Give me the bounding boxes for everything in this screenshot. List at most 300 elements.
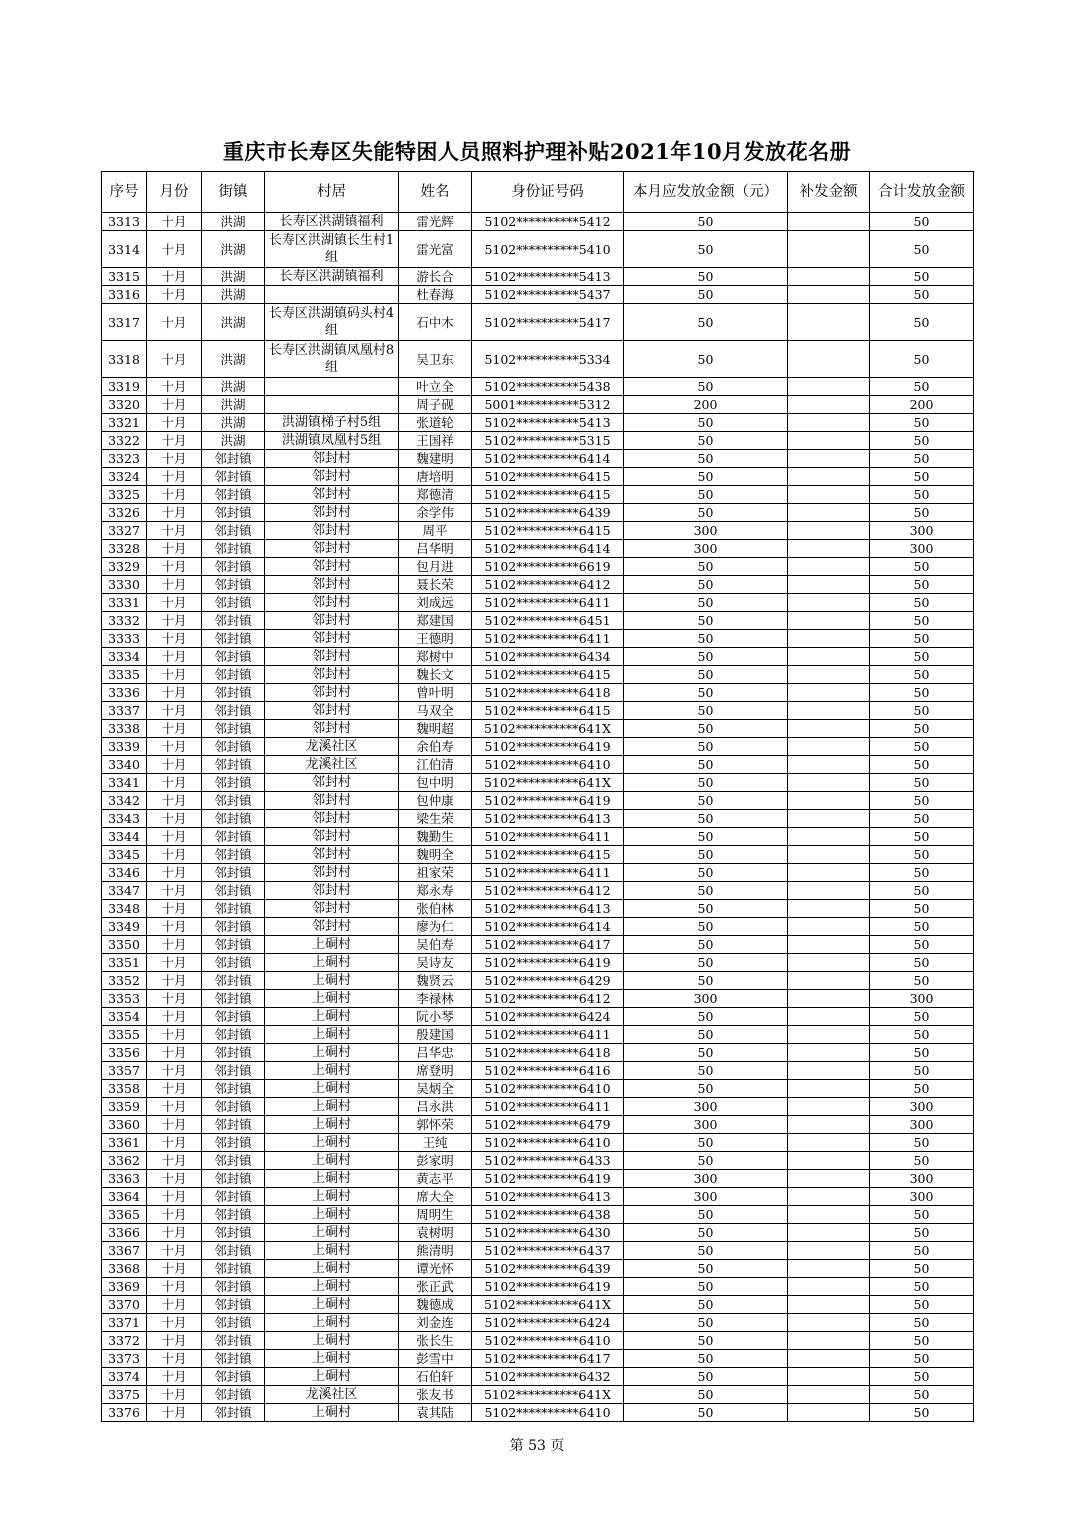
cell-index: 3363 [102, 1170, 147, 1188]
cell-town: 邻封镇 [202, 1026, 265, 1044]
cell-id-number: 5102**********6424 [472, 1008, 624, 1026]
cell-village: 邻封村 [265, 864, 399, 882]
cell-monthly-amount: 50 [624, 882, 788, 900]
cell-month: 十月 [147, 231, 202, 268]
cell-village: 上硐村 [265, 1332, 399, 1350]
table-row [102, 1260, 974, 1278]
cell-reissue-amount [788, 756, 870, 774]
cell-total-amount: 50 [870, 1260, 974, 1278]
table-row [102, 231, 974, 268]
cell-monthly-amount: 50 [624, 738, 788, 756]
cell-name: 魏勤生 [399, 828, 472, 846]
cell-id-number: 5001**********5312 [472, 396, 624, 414]
cell-index: 3319 [102, 378, 147, 396]
cell-index: 3360 [102, 1116, 147, 1134]
cell-month: 十月 [147, 1134, 202, 1152]
cell-village [265, 378, 399, 396]
cell-monthly-amount: 50 [624, 268, 788, 286]
table-row [102, 304, 974, 341]
cell-village: 洪湖镇凤凰村5组 [265, 432, 399, 450]
cell-reissue-amount [788, 378, 870, 396]
cell-name: 袁树明 [399, 1224, 472, 1242]
cell-name: 聂长荣 [399, 576, 472, 594]
cell-village: 上硐村 [265, 1188, 399, 1206]
cell-town: 邻封镇 [202, 648, 265, 666]
cell-index: 3328 [102, 540, 147, 558]
table-row [102, 286, 974, 304]
cell-reissue-amount [788, 414, 870, 432]
cell-village: 上硐村 [265, 1134, 399, 1152]
cell-name: 席登明 [399, 1062, 472, 1080]
cell-month: 十月 [147, 1368, 202, 1386]
cell-index: 3334 [102, 648, 147, 666]
cell-total-amount: 50 [870, 432, 974, 450]
cell-month: 十月 [147, 684, 202, 702]
header-cell-total-amount: 合计发放金额 [870, 172, 974, 213]
cell-name: 席大全 [399, 1188, 472, 1206]
cell-month: 十月 [147, 810, 202, 828]
cell-month: 十月 [147, 432, 202, 450]
cell-index: 3362 [102, 1152, 147, 1170]
cell-monthly-amount: 50 [624, 414, 788, 432]
cell-name: 张道轮 [399, 414, 472, 432]
table-row [102, 666, 974, 684]
cell-village: 邻封村 [265, 918, 399, 936]
cell-total-amount: 50 [870, 810, 974, 828]
cell-monthly-amount: 50 [624, 341, 788, 378]
cell-id-number: 5102**********6415 [472, 522, 624, 540]
cell-town: 邻封镇 [202, 702, 265, 720]
cell-monthly-amount: 50 [624, 468, 788, 486]
cell-total-amount: 50 [870, 1152, 974, 1170]
cell-village: 龙溪社区 [265, 756, 399, 774]
cell-index: 3372 [102, 1332, 147, 1350]
cell-total-amount: 50 [870, 1404, 974, 1422]
cell-id-number: 5102**********5410 [472, 231, 624, 268]
cell-name: 江伯清 [399, 756, 472, 774]
cell-monthly-amount: 50 [624, 1242, 788, 1260]
cell-id-number: 5102**********6419 [472, 738, 624, 756]
cell-town: 邻封镇 [202, 1062, 265, 1080]
cell-index: 3315 [102, 268, 147, 286]
table-row [102, 738, 974, 756]
cell-village: 邻封村 [265, 900, 399, 918]
cell-month: 十月 [147, 468, 202, 486]
table-row [102, 1278, 974, 1296]
cell-reissue-amount [788, 1296, 870, 1314]
cell-monthly-amount: 50 [624, 558, 788, 576]
cell-id-number: 5102**********6410 [472, 1332, 624, 1350]
cell-total-amount: 50 [870, 378, 974, 396]
cell-reissue-amount [788, 1152, 870, 1170]
cell-month: 十月 [147, 1314, 202, 1332]
table-row [102, 1062, 974, 1080]
cell-month: 十月 [147, 774, 202, 792]
cell-monthly-amount: 50 [624, 666, 788, 684]
cell-reissue-amount [788, 936, 870, 954]
table-row [102, 702, 974, 720]
cell-monthly-amount: 50 [624, 1008, 788, 1026]
table-row [102, 918, 974, 936]
cell-total-amount: 50 [870, 846, 974, 864]
cell-village: 上硐村 [265, 1116, 399, 1134]
cell-reissue-amount [788, 954, 870, 972]
cell-index: 3331 [102, 594, 147, 612]
cell-total-amount: 50 [870, 1386, 974, 1404]
cell-total-amount: 50 [870, 558, 974, 576]
cell-name: 周平 [399, 522, 472, 540]
cell-monthly-amount: 50 [624, 900, 788, 918]
cell-month: 十月 [147, 414, 202, 432]
cell-total-amount: 50 [870, 918, 974, 936]
cell-monthly-amount: 50 [624, 828, 788, 846]
cell-village: 洪湖镇梯子村5组 [265, 414, 399, 432]
cell-name: 袁其陆 [399, 1404, 472, 1422]
cell-village: 邻封村 [265, 504, 399, 522]
cell-month: 十月 [147, 864, 202, 882]
cell-index: 3358 [102, 1080, 147, 1098]
cell-monthly-amount: 50 [624, 1026, 788, 1044]
cell-reissue-amount [788, 1098, 870, 1116]
cell-month: 十月 [147, 341, 202, 378]
cell-total-amount: 50 [870, 450, 974, 468]
cell-month: 十月 [147, 828, 202, 846]
cell-id-number: 5102**********6414 [472, 450, 624, 468]
cell-town: 邻封镇 [202, 1368, 265, 1386]
cell-index: 3327 [102, 522, 147, 540]
cell-id-number: 5102**********6411 [472, 1026, 624, 1044]
cell-village: 邻封村 [265, 594, 399, 612]
cell-total-amount: 50 [870, 1062, 974, 1080]
cell-town: 洪湖 [202, 432, 265, 450]
cell-town: 邻封镇 [202, 954, 265, 972]
table-row [102, 540, 974, 558]
cell-total-amount: 300 [870, 1170, 974, 1188]
cell-month: 十月 [147, 720, 202, 738]
cell-monthly-amount: 50 [624, 684, 788, 702]
cell-month: 十月 [147, 1188, 202, 1206]
cell-monthly-amount: 200 [624, 396, 788, 414]
cell-total-amount: 50 [870, 882, 974, 900]
cell-id-number: 5102**********641X [472, 774, 624, 792]
cell-monthly-amount: 50 [624, 792, 788, 810]
cell-monthly-amount: 50 [624, 648, 788, 666]
table-row [102, 1044, 974, 1062]
table-row [102, 341, 974, 378]
cell-reissue-amount [788, 900, 870, 918]
cell-village: 邻封村 [265, 540, 399, 558]
cell-name: 张正武 [399, 1278, 472, 1296]
cell-monthly-amount: 50 [624, 504, 788, 522]
cell-month: 十月 [147, 1206, 202, 1224]
cell-id-number: 5102**********6411 [472, 594, 624, 612]
cell-village [265, 396, 399, 414]
cell-index: 3369 [102, 1278, 147, 1296]
cell-monthly-amount: 300 [624, 1116, 788, 1134]
cell-index: 3370 [102, 1296, 147, 1314]
cell-total-amount: 50 [870, 1134, 974, 1152]
cell-month: 十月 [147, 1170, 202, 1188]
cell-monthly-amount: 50 [624, 304, 788, 341]
cell-monthly-amount: 50 [624, 1044, 788, 1062]
cell-reissue-amount [788, 213, 870, 231]
table-row [102, 1224, 974, 1242]
cell-total-amount: 50 [870, 1296, 974, 1314]
cell-monthly-amount: 50 [624, 720, 788, 738]
cell-name: 刘成远 [399, 594, 472, 612]
header-cell-id-number: 身份证号码 [472, 172, 624, 213]
table-row [102, 1116, 974, 1134]
cell-id-number: 5102**********6429 [472, 972, 624, 990]
cell-id-number: 5102**********6419 [472, 954, 624, 972]
cell-village: 上硐村 [265, 972, 399, 990]
table-row [102, 396, 974, 414]
cell-reissue-amount [788, 720, 870, 738]
cell-village: 上硐村 [265, 1296, 399, 1314]
cell-month: 十月 [147, 558, 202, 576]
cell-town: 邻封镇 [202, 558, 265, 576]
cell-village: 长寿区洪湖镇码头村4组 [265, 304, 399, 341]
table-row [102, 522, 974, 540]
cell-reissue-amount [788, 1116, 870, 1134]
cell-monthly-amount: 50 [624, 1296, 788, 1314]
cell-village: 上硐村 [265, 1152, 399, 1170]
cell-reissue-amount [788, 1224, 870, 1242]
cell-village: 邻封村 [265, 630, 399, 648]
cell-total-amount: 50 [870, 1008, 974, 1026]
table-row [102, 378, 974, 396]
roster-body [102, 213, 974, 1422]
cell-monthly-amount: 50 [624, 432, 788, 450]
cell-total-amount: 50 [870, 720, 974, 738]
cell-name: 张友书 [399, 1386, 472, 1404]
cell-reissue-amount [788, 558, 870, 576]
cell-reissue-amount [788, 486, 870, 504]
cell-town: 洪湖 [202, 231, 265, 268]
cell-id-number: 5102**********6411 [472, 630, 624, 648]
cell-monthly-amount: 50 [624, 286, 788, 304]
cell-reissue-amount [788, 1314, 870, 1332]
cell-village: 龙溪社区 [265, 738, 399, 756]
cell-month: 十月 [147, 846, 202, 864]
cell-month: 十月 [147, 900, 202, 918]
cell-index: 3313 [102, 213, 147, 231]
cell-id-number: 5102**********5438 [472, 378, 624, 396]
cell-monthly-amount: 300 [624, 1170, 788, 1188]
cell-town: 邻封镇 [202, 846, 265, 864]
cell-reissue-amount [788, 576, 870, 594]
cell-total-amount: 50 [870, 738, 974, 756]
cell-village: 上硐村 [265, 1170, 399, 1188]
cell-total-amount: 50 [870, 1206, 974, 1224]
cell-town: 洪湖 [202, 341, 265, 378]
cell-monthly-amount: 300 [624, 1188, 788, 1206]
cell-town: 邻封镇 [202, 612, 265, 630]
cell-town: 邻封镇 [202, 936, 265, 954]
cell-reissue-amount [788, 1134, 870, 1152]
cell-index: 3344 [102, 828, 147, 846]
table-row [102, 213, 974, 231]
cell-id-number: 5102**********6415 [472, 486, 624, 504]
cell-index: 3340 [102, 756, 147, 774]
cell-village: 上硐村 [265, 936, 399, 954]
cell-month: 十月 [147, 450, 202, 468]
cell-month: 十月 [147, 954, 202, 972]
table-row [102, 1386, 974, 1404]
cell-id-number: 5102**********6439 [472, 1260, 624, 1278]
table-row [102, 432, 974, 450]
cell-name: 包月进 [399, 558, 472, 576]
table-row [102, 684, 974, 702]
cell-name: 郑德清 [399, 486, 472, 504]
table-row [102, 504, 974, 522]
cell-month: 十月 [147, 1116, 202, 1134]
cell-total-amount: 50 [870, 864, 974, 882]
cell-month: 十月 [147, 1404, 202, 1422]
cell-name: 吴伯寿 [399, 936, 472, 954]
cell-index: 3350 [102, 936, 147, 954]
cell-month: 十月 [147, 1260, 202, 1278]
cell-total-amount: 50 [870, 1314, 974, 1332]
header-cell-monthly-amount: 本月应发放金额（元） [624, 172, 788, 213]
cell-village: 长寿区洪湖镇福利 [265, 213, 399, 231]
cell-index: 3355 [102, 1026, 147, 1044]
table-row [102, 846, 974, 864]
cell-town: 洪湖 [202, 396, 265, 414]
cell-id-number: 5102**********5417 [472, 304, 624, 341]
cell-town: 洪湖 [202, 378, 265, 396]
cell-id-number: 5102**********6437 [472, 1242, 624, 1260]
cell-name: 李禄林 [399, 990, 472, 1008]
cell-village: 邻封村 [265, 720, 399, 738]
cell-name: 石中木 [399, 304, 472, 341]
cell-total-amount: 50 [870, 1242, 974, 1260]
cell-reissue-amount [788, 396, 870, 414]
cell-month: 十月 [147, 1350, 202, 1368]
cell-name: 魏明全 [399, 846, 472, 864]
cell-index: 3322 [102, 432, 147, 450]
cell-index: 3329 [102, 558, 147, 576]
cell-month: 十月 [147, 286, 202, 304]
cell-name: 吴诗友 [399, 954, 472, 972]
cell-monthly-amount: 300 [624, 540, 788, 558]
cell-monthly-amount: 50 [624, 1080, 788, 1098]
cell-reissue-amount [788, 684, 870, 702]
cell-month: 十月 [147, 972, 202, 990]
cell-id-number: 5102**********6411 [472, 864, 624, 882]
cell-index: 3317 [102, 304, 147, 341]
cell-index: 3345 [102, 846, 147, 864]
cell-reissue-amount [788, 1260, 870, 1278]
table-row [102, 1188, 974, 1206]
table-row [102, 630, 974, 648]
table-row [102, 486, 974, 504]
cell-reissue-amount [788, 810, 870, 828]
cell-id-number: 5102**********6430 [472, 1224, 624, 1242]
cell-name: 曾叶明 [399, 684, 472, 702]
cell-index: 3320 [102, 396, 147, 414]
cell-monthly-amount: 300 [624, 1098, 788, 1116]
cell-id-number: 5102**********6416 [472, 1062, 624, 1080]
cell-reissue-amount [788, 1044, 870, 1062]
cell-total-amount: 50 [870, 213, 974, 231]
cell-town: 邻封镇 [202, 450, 265, 468]
cell-id-number: 5102**********6413 [472, 900, 624, 918]
cell-village: 上硐村 [265, 1278, 399, 1296]
cell-name: 熊清明 [399, 1242, 472, 1260]
cell-town: 邻封镇 [202, 756, 265, 774]
cell-month: 十月 [147, 378, 202, 396]
cell-index: 3337 [102, 702, 147, 720]
cell-name: 马双全 [399, 702, 472, 720]
cell-total-amount: 50 [870, 268, 974, 286]
cell-index: 3314 [102, 231, 147, 268]
cell-town: 邻封镇 [202, 1044, 265, 1062]
cell-index: 3342 [102, 792, 147, 810]
cell-town: 邻封镇 [202, 1314, 265, 1332]
cell-village: 上硐村 [265, 1242, 399, 1260]
cell-name: 周子砚 [399, 396, 472, 414]
cell-monthly-amount: 50 [624, 1404, 788, 1422]
cell-village: 邻封村 [265, 702, 399, 720]
cell-town: 洪湖 [202, 414, 265, 432]
cell-town: 邻封镇 [202, 918, 265, 936]
cell-index: 3361 [102, 1134, 147, 1152]
cell-village: 邻封村 [265, 666, 399, 684]
table-row [102, 1314, 974, 1332]
cell-village: 上硐村 [265, 954, 399, 972]
cell-index: 3366 [102, 1224, 147, 1242]
cell-town: 邻封镇 [202, 540, 265, 558]
cell-name: 杜春海 [399, 286, 472, 304]
cell-index: 3333 [102, 630, 147, 648]
cell-town: 邻封镇 [202, 1332, 265, 1350]
cell-monthly-amount: 50 [624, 918, 788, 936]
cell-index: 3324 [102, 468, 147, 486]
cell-month: 十月 [147, 1008, 202, 1026]
cell-town: 邻封镇 [202, 684, 265, 702]
cell-town: 邻封镇 [202, 972, 265, 990]
cell-name: 刘金连 [399, 1314, 472, 1332]
cell-month: 十月 [147, 504, 202, 522]
cell-id-number: 5102**********6412 [472, 882, 624, 900]
cell-total-amount: 50 [870, 1026, 974, 1044]
table-row [102, 1368, 974, 1386]
cell-town: 邻封镇 [202, 1116, 265, 1134]
cell-total-amount: 50 [870, 774, 974, 792]
cell-month: 十月 [147, 1242, 202, 1260]
cell-monthly-amount: 50 [624, 378, 788, 396]
cell-monthly-amount: 50 [624, 846, 788, 864]
cell-village: 长寿区洪湖镇长生村1组 [265, 231, 399, 268]
cell-monthly-amount: 50 [624, 702, 788, 720]
cell-monthly-amount: 50 [624, 1134, 788, 1152]
table-row [102, 1350, 974, 1368]
cell-town: 洪湖 [202, 268, 265, 286]
cell-id-number: 5102**********5315 [472, 432, 624, 450]
cell-total-amount: 50 [870, 1080, 974, 1098]
cell-village: 邻封村 [265, 612, 399, 630]
cell-index: 3323 [102, 450, 147, 468]
cell-town: 邻封镇 [202, 630, 265, 648]
cell-town: 邻封镇 [202, 738, 265, 756]
cell-village: 邻封村 [265, 792, 399, 810]
cell-town: 邻封镇 [202, 1008, 265, 1026]
cell-id-number: 5102**********6413 [472, 810, 624, 828]
cell-month: 十月 [147, 756, 202, 774]
cell-total-amount: 50 [870, 630, 974, 648]
roster-table [101, 171, 974, 1422]
